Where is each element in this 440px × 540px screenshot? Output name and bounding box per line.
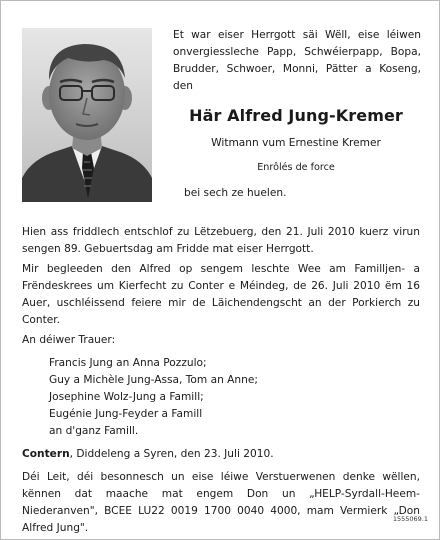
- notice-body: [22, 224, 420, 537]
- mourning-heading: An déiwer Trauer:: [22, 334, 116, 346]
- place-name: Contern: [22, 448, 70, 460]
- portrait-photo-icon: [22, 28, 152, 202]
- status-line: Enrôlés de force: [257, 162, 335, 173]
- list-item: Josephine Wolz-Jung a Famill;: [49, 391, 204, 403]
- list-item: Eugénie Jung-Feyder a Famill: [49, 408, 203, 420]
- age-line: bei sech ze huelen.: [184, 187, 287, 199]
- list-item: an d'ganz Famill.: [49, 425, 139, 437]
- funeral-paragraph: Mir begleeden den Alfred op sengem leschte Wee am Familljen- a Frëndeskrees um Kierfecht zu Conter e Méindeg, de 26. Juli 2010 ëm 16 Auer, uschléissend feiere mir de Läichendengscht an der Porkierch zu Conter.: [22, 263, 420, 326]
- portrait-photo: [22, 28, 152, 202]
- list-item: Guy a Michèle Jung-Assa, Tom an Anne;: [49, 374, 258, 386]
- intro-text: Et war eiser Herrgott säi Wëll, eise léiwen onvergiessleche Papp, Schwéierpapp, Bopa, Brudder, Schwoer, Monni, Pätter a Koseng, den: [173, 29, 421, 92]
- place-date-line: [22, 446, 420, 463]
- place-date-rest: , Diddeleng a Syren, den 23. Juli 2010.: [69, 448, 274, 460]
- death-paragraph: Hien ass friddlech entschlof zu Lëtzebuerg, den 21. Juli 2010 kuerz virun sengen 89. Gebuertsdag am Fridde mat eiser Herrgott.: [22, 226, 420, 255]
- donation-paragraph: Déi Leit, déi besonnesch un eise léiwe Verstuerwenen denke wëllen, kënnen dat maache mat engem Don un „HELP-Syrdall-Heem-Niederanven", BCEE LU22 0019 1700 0040 4000, mam Vermierk „Don Alfred Jung".: [22, 471, 420, 534]
- relatives-list: [22, 355, 420, 440]
- list-item: Francis Jung an Anna Pozzulo;: [49, 357, 207, 369]
- reference-number: 1555069.1: [392, 515, 428, 523]
- widower-line: Witmann vum Ernestine Kremer: [211, 137, 381, 149]
- deceased-name: Här Alfred Jung-Kremer: [189, 106, 403, 125]
